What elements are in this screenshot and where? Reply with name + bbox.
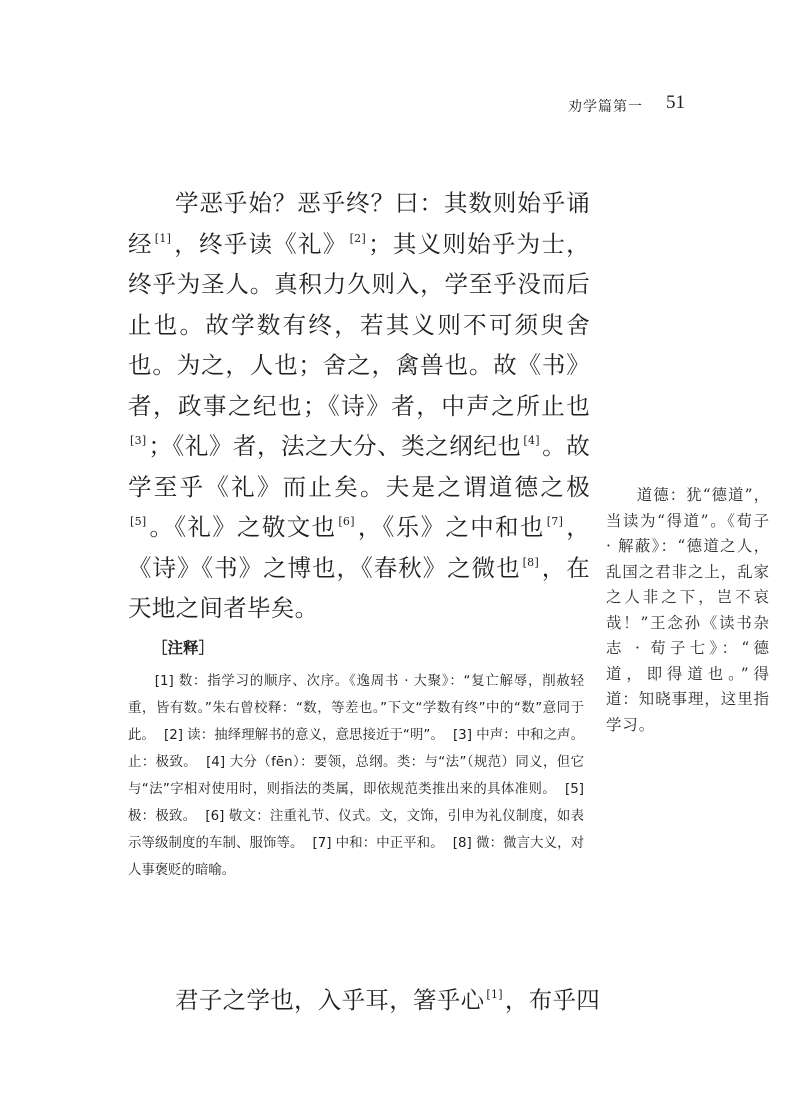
footnote-ref[interactable]: [4] bbox=[523, 434, 540, 447]
footnote-ref[interactable]: [5] bbox=[130, 515, 147, 528]
note-item: [4] 大分（fēn）：要领，总纲。类：与“法”（规范）同义，但它与“法”字相对使用时，则指法的类属，即依规范类推出来的具体准则。 bbox=[128, 755, 585, 797]
note-item: [6] 敬文：注重礼节、仪式。文，文饰，引申为礼仪制度，如表示等级制度的车制、服饰等。 bbox=[128, 809, 584, 851]
note-item: [8] 微：微言大义，对人事褒贬的暗喻。 bbox=[128, 836, 584, 878]
notes-body bbox=[128, 668, 584, 884]
note-item: [3] 中声：中和之声。止：极致。 bbox=[128, 728, 585, 770]
main-text-segment: ，布乎四 bbox=[504, 986, 601, 1014]
footnote-ref[interactable]: [1] bbox=[486, 988, 503, 1001]
note-item: [7] 中和：中正平和。 bbox=[312, 836, 444, 851]
footnote-ref[interactable]: [8] bbox=[522, 555, 540, 569]
main-text-segment: ；《礼》者，法之大分、类之纲纪也 bbox=[148, 432, 522, 460]
main-text-segment: 。故学至乎《礼》而止矣。夫是之谓道德之极 bbox=[128, 432, 590, 501]
side-note-text: 道德：犹“德道”，当读为“得道”。《荀子 · 解蔽》：“德道之人，乱国之君非之上，乱家之人非之下，岂不哀哉！”王念孙《读书杂志 · 荀子七》：“德道，即得道也。”得道：知晓事理，这里指学习。 bbox=[606, 486, 770, 734]
running-header-title: 劝学篇第一 bbox=[568, 99, 643, 115]
page-number: 51 bbox=[666, 92, 685, 113]
side-note bbox=[606, 483, 770, 738]
footnote-ref[interactable]: [1] bbox=[154, 231, 172, 245]
main-text-segment: ；其义则始乎为士，终乎为圣人。真积力久则入，学至乎没而后止也。故学数有终，若其义则不可须臾舍也。为之，人也；舍之，禽兽也。故《书》者，政事之纪也；《诗》者，中声之所止也 bbox=[128, 229, 590, 420]
main-text-segment: 学恶乎始？恶乎终？曰：其数则始乎诵经 bbox=[128, 189, 590, 258]
main-text-segment: ，在天地之间者毕矣。 bbox=[128, 553, 590, 622]
main-text-segment: ，《诗》《书》之博也，《春秋》之微也 bbox=[128, 513, 590, 582]
main-text-segment: ，《乐》之中和也 bbox=[356, 513, 545, 541]
main-paragraph bbox=[128, 183, 590, 629]
note-item: [5] 极：极致。 bbox=[128, 782, 584, 824]
footnote-ref[interactable]: [7] bbox=[546, 515, 564, 528]
footnote-ref[interactable]: [3] bbox=[130, 434, 147, 447]
note-item: [1] 数：指学习的顺序、次序。《逸周书 · 大聚》：“复亡解辱，削赦轻重，皆有数。”朱右曾校释：“数，等差也。”下文“学数有终”中的“数”意同于此。 bbox=[128, 674, 584, 743]
notes-heading: ［注释］ bbox=[152, 639, 215, 657]
main-text-segment: ，终乎读《礼》 bbox=[173, 229, 348, 258]
footnote-ref[interactable]: [2] bbox=[349, 231, 367, 245]
next-paragraph bbox=[128, 980, 601, 1021]
main-text-segment: 。《礼》之敬文也 bbox=[148, 513, 337, 541]
footnote-ref[interactable]: [6] bbox=[338, 515, 355, 528]
note-item: [2] 读：抽绎理解书的意义，意思接近于“明”。 bbox=[163, 728, 444, 743]
main-text-segment: 君子之学也，入乎耳，箸乎心 bbox=[175, 986, 485, 1014]
